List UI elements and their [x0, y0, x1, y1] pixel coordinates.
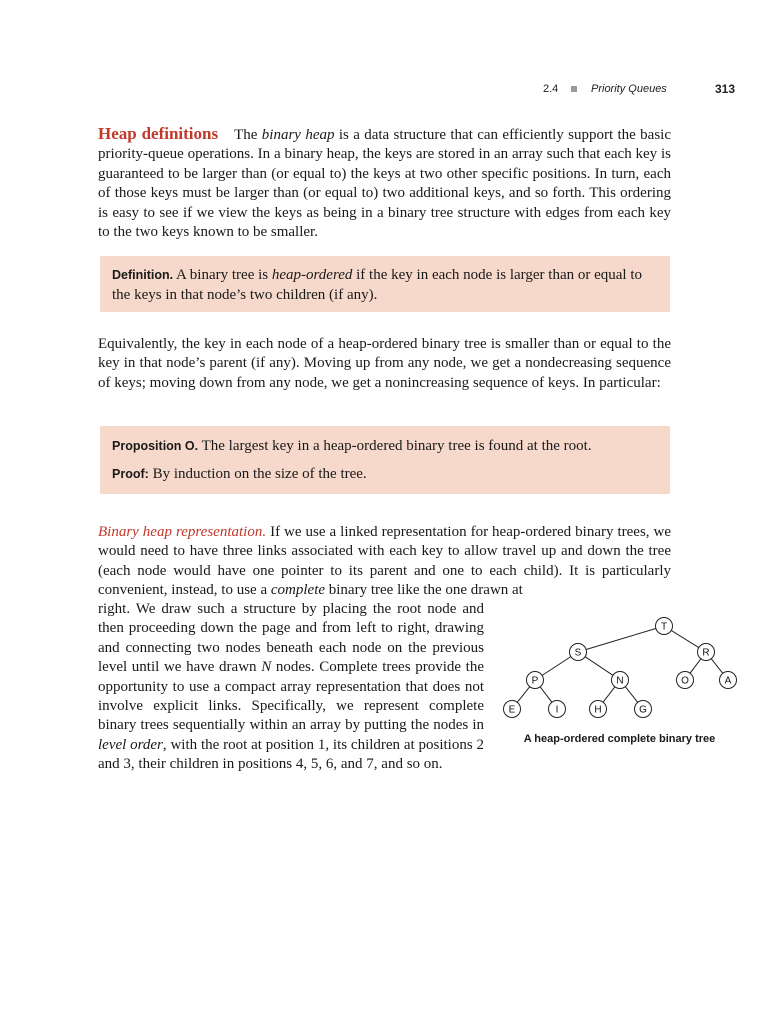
proposition-box — [100, 426, 670, 494]
definition-label: Definition. — [112, 268, 174, 282]
tree-node-label: O — [681, 675, 689, 687]
tree-node-label: N — [616, 675, 624, 687]
tree-edge — [517, 687, 529, 703]
proof-label: Proof: — [112, 467, 149, 481]
tree-edge — [540, 687, 552, 702]
tree-edge — [542, 657, 571, 676]
equivalently-paragraph: Equivalently, the key in each node of a heap-ordered binary tree is smaller than or equal to the key in that node’s parent (if any). Moving up from any node, we get a nondecreasing sequence of keys; moving down from any node, we get a nonincreasing sequence of keys. In particular: — [98, 336, 671, 391]
tree-edge — [586, 628, 656, 649]
tree-node-label: P — [531, 675, 539, 687]
tree-node-label: T — [660, 621, 668, 633]
tree-node-i — [549, 701, 566, 718]
tree-node-o — [677, 672, 694, 689]
tree-node-label: E — [508, 704, 516, 716]
tree-node-label: R — [702, 647, 710, 659]
tree-node-label: G — [639, 704, 647, 716]
running-header — [0, 82, 768, 98]
chapter-title: Priority Queues — [591, 83, 667, 95]
tree-node-r — [698, 644, 715, 661]
representation-paragraph-left: right. We draw such a structure by placing the root node and then proceeding down the page and from left to right, drawing and connecting two nodes beneath each node on the previous level until we have drawn N nodes. Complete trees provide the opportunity to use a compact array representation that does not involve explicit links. Specifically, we represent complete binary trees sequentially within an array by putting the nodes in level order, with the root at position 1, its children at positions 2 and 3, their children in positions 4, 5, 6, and 7, and so on. — [98, 601, 484, 773]
tree-edge — [625, 687, 637, 703]
proposition-text: Proposition O. The largest key in a heap-ordered binary tree is found at the root. — [112, 438, 592, 454]
tree-node-e — [504, 701, 521, 718]
heap-definitions-heading: Heap definitions — [98, 124, 219, 143]
tree-node-label: A — [724, 675, 732, 687]
page-number: 313 — [715, 82, 736, 96]
proposition-label: Proposition O. — [112, 439, 199, 453]
tree-node-n — [612, 672, 629, 689]
tree-node-label: S — [574, 647, 582, 659]
separator-square-icon — [571, 86, 577, 92]
tree-edge — [690, 659, 701, 673]
tree-node-label: H — [594, 704, 602, 716]
tree-node-h — [590, 701, 607, 718]
tree-edge — [585, 657, 613, 676]
representation-paragraph-top: Binary heap representation. If we use a linked representation for heap-ordered binary trees, we would need to have three links associated with each key to allow travel up and down the tree (each node would have one pointer to its parent and one to each child). It is particularly convenient, instead, to use a complete binary tree like the one drawn at — [98, 524, 672, 599]
tree-node-s — [570, 644, 587, 661]
tree-node-p — [527, 672, 544, 689]
proof-text: Proof: By induction on the size of the tree. — [112, 466, 367, 482]
tree-edge — [711, 659, 722, 674]
representation-heading: Binary heap representation. — [98, 524, 267, 540]
tree-caption: A heap-ordered complete binary tree — [523, 733, 716, 745]
tree-node-label: I — [555, 704, 559, 716]
definition-text: Definition. A binary tree is heap-ordered if the key in each node is larger than or equal to the keys in that node’s two children (if any). — [112, 267, 643, 303]
heap-tree-diagram — [495, 612, 745, 727]
definition-box — [100, 256, 670, 312]
tree-edge — [671, 630, 699, 647]
section-number: 2.4 — [543, 83, 559, 95]
tree-node-t — [656, 618, 673, 635]
tree-edge — [603, 687, 615, 702]
heap-definitions-paragraph: Heap definitions The binary heap is a data structure that can efficiently support the basic priority-queue operations. In a binary heap, the keys are stored in an array such that each key is guaranteed to be larger than (or equal to) the keys at two other specific positions. In turn, each of those keys must be larger than (or equal to) two additional keys, and so forth. This ordering is easy to see if we view the keys as being in a binary tree structure with edges from each key to the two keys known to be smaller. — [98, 124, 671, 241]
tree-node-a — [720, 672, 737, 689]
tree-node-g — [635, 701, 652, 718]
